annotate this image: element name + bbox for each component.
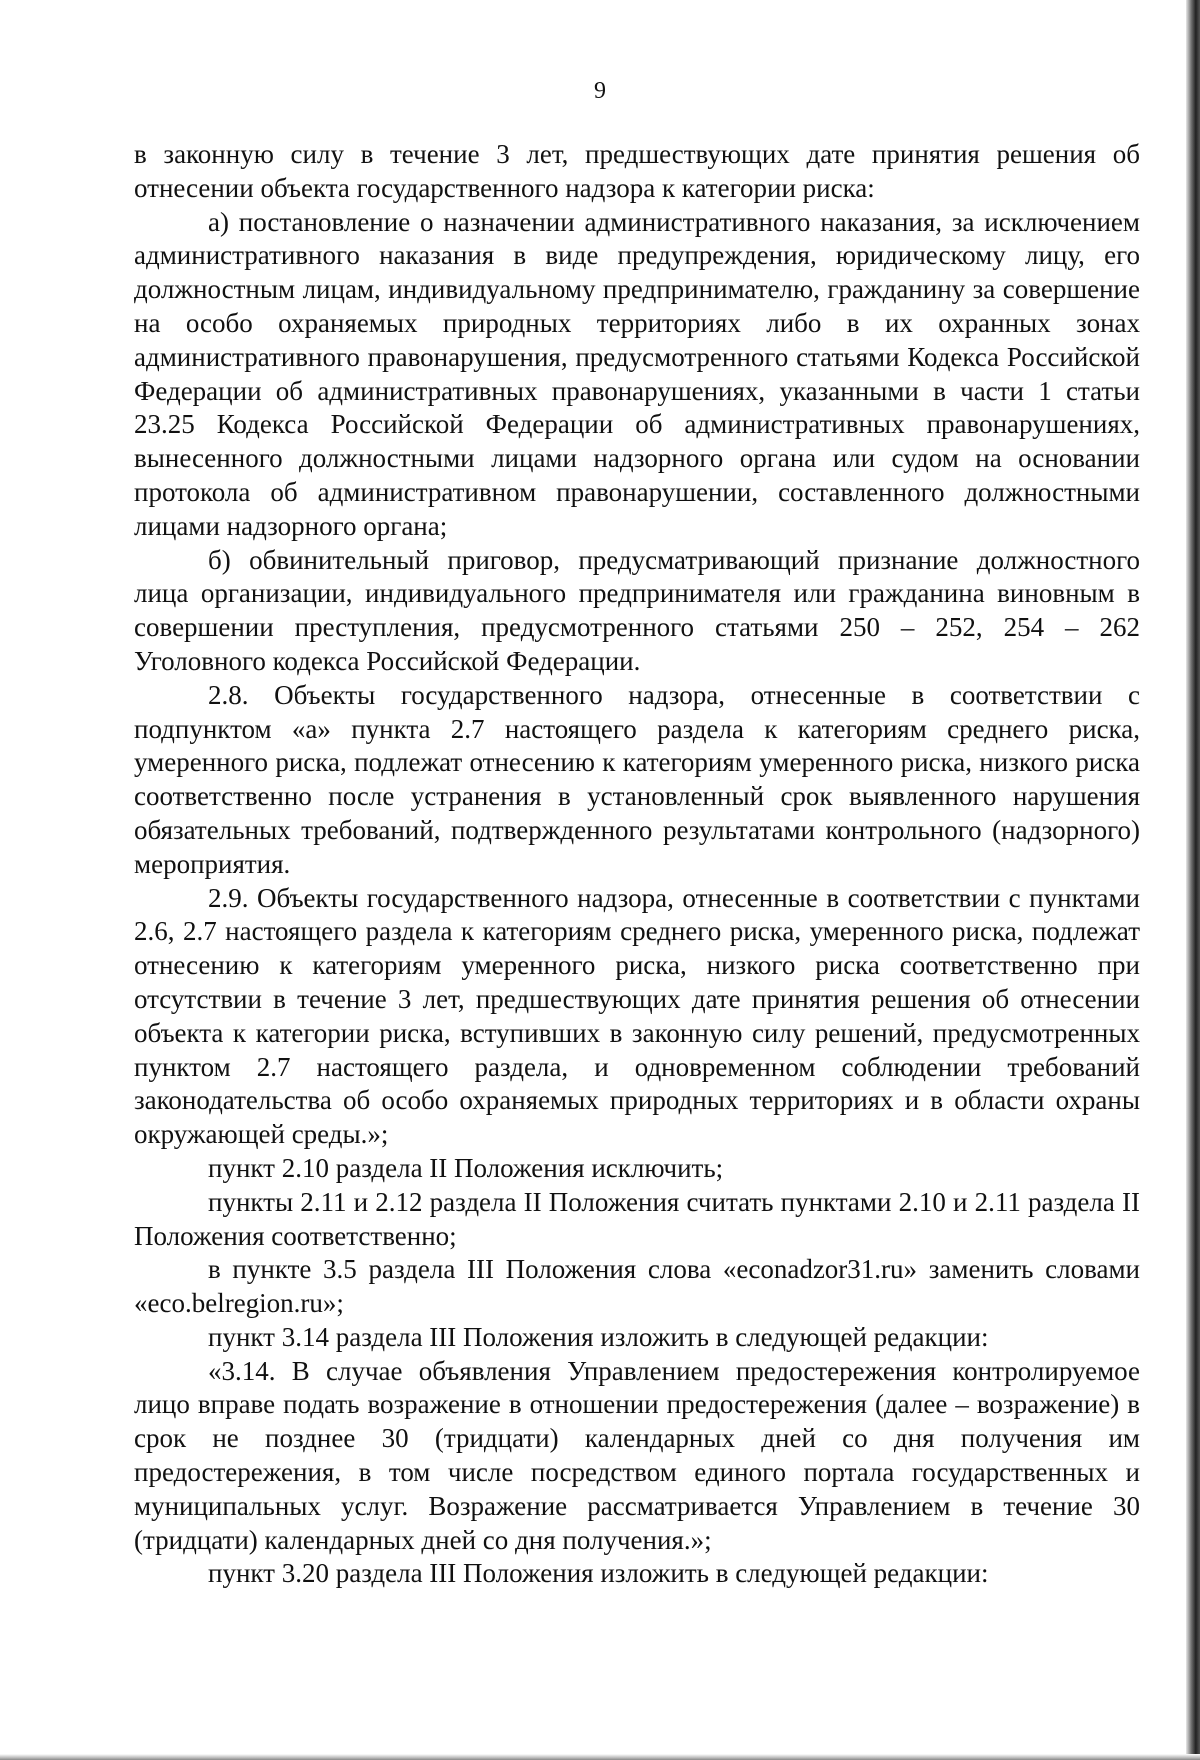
paragraph-subitem-b: б) обвинительный приговор, предусматривающий признание должностного лица организации, индивидуального предпринимателя или гражданина виновным в совершении преступления, предусмотренного статьями 250 – 252, 254 – 262 Уголовного кодекса Российской Федерации. — [134, 544, 1140, 676]
paragraph-amend-2-10: пункт 2.10 раздела II Положения исключить; — [208, 1152, 724, 1183]
document-body — [134, 138, 1140, 1591]
scan-edge-right — [1186, 0, 1200, 1760]
paragraph-subitem-a: а) постановление о назначении административного наказания, за исключением административного наказания в виде предупреждения, юридическому лицу, его должностным лицам, индивидуальному предпринимателю, гражданину за совершение на особо охраняемых природных территориях либо в их охранных зонах административного правонарушения, предусмотренного статьями Кодекса Российской Федерации об административных правонарушениях, указанными в части 1 статьи 23.25 Кодекса Российской Федерации об административных правонарушениях, вынесенного должностными лицами надзорного органа или судом на основании протокола об административном правонарушении, составленного должностными лицами надзорного органа; — [134, 206, 1140, 541]
scan-edge-bottom — [0, 1754, 1200, 1760]
paragraph-2-8: 2.8. Объекты государственного надзора, отнесенные в соответствии с подпунктом «а» пункта 2.7 настоящего раздела к категориям среднего риска, умеренного риска, подлежат отнесению к категориям умеренного риска, низкого риска соответственно после устранения в установленный срок выявленного нарушения обязательных требований, подтвержденного результатами контрольного (надзорного) мероприятия. — [134, 679, 1140, 879]
paragraph-amend-3-5: в пункте 3.5 раздела III Положения слова «econadzor31.ru» заменить словами «eco.belregion.ru»; — [134, 1254, 1140, 1319]
paragraph-amend-2-11-2-12: пункты 2.11 и 2.12 раздела II Положения считать пунктами 2.10 и 2.11 раздела II Положения соответственно; — [134, 1186, 1140, 1251]
paragraph-amend-3-14: пункт 3.14 раздела III Положения изложить в следующей редакции: — [208, 1321, 989, 1352]
paragraph-continuation: в законную силу в течение 3 лет, предшествующих дате принятия решения об отнесении объекта государственного надзора к категории риска: — [134, 139, 1140, 203]
paragraph-2-9: 2.9. Объекты государственного надзора, отнесенные в соответствии с пунктами 2.6, 2.7 настоящего раздела к категориям среднего риска, умеренного риска, подлежат отнесению к категориям умеренного риска, низкого риска соответственно при отсутствии в течение 3 лет, предшествующих дате принятия решения об отнесении объекта к категории риска, вступивших в законную силу решений, предусмотренных пунктом 2.7 настоящего раздела, и одновременном соблюдении требований законодательства об особо охраняемых природных территориях и в области охраны окружающей среды.»; — [134, 882, 1140, 1150]
paragraph-3-14-text: «3.14. В случае объявления Управлением предостережения контролируемое лицо вправе подать возражение в отношении предостережения (далее – возражение) в срок не позднее 30 (тридцати) календарных дней со дня получения им предостережения, в том числе посредством единого портала государственных и муниципальных услуг. Возражение рассматривается Управлением в течение 30 (тридцати) календарных дней со дня получения.»; — [134, 1355, 1140, 1555]
paragraph-amend-3-20: пункт 3.20 раздела III Положения изложить в следующей редакции: — [208, 1558, 989, 1589]
page-number: 9 — [594, 78, 606, 104]
